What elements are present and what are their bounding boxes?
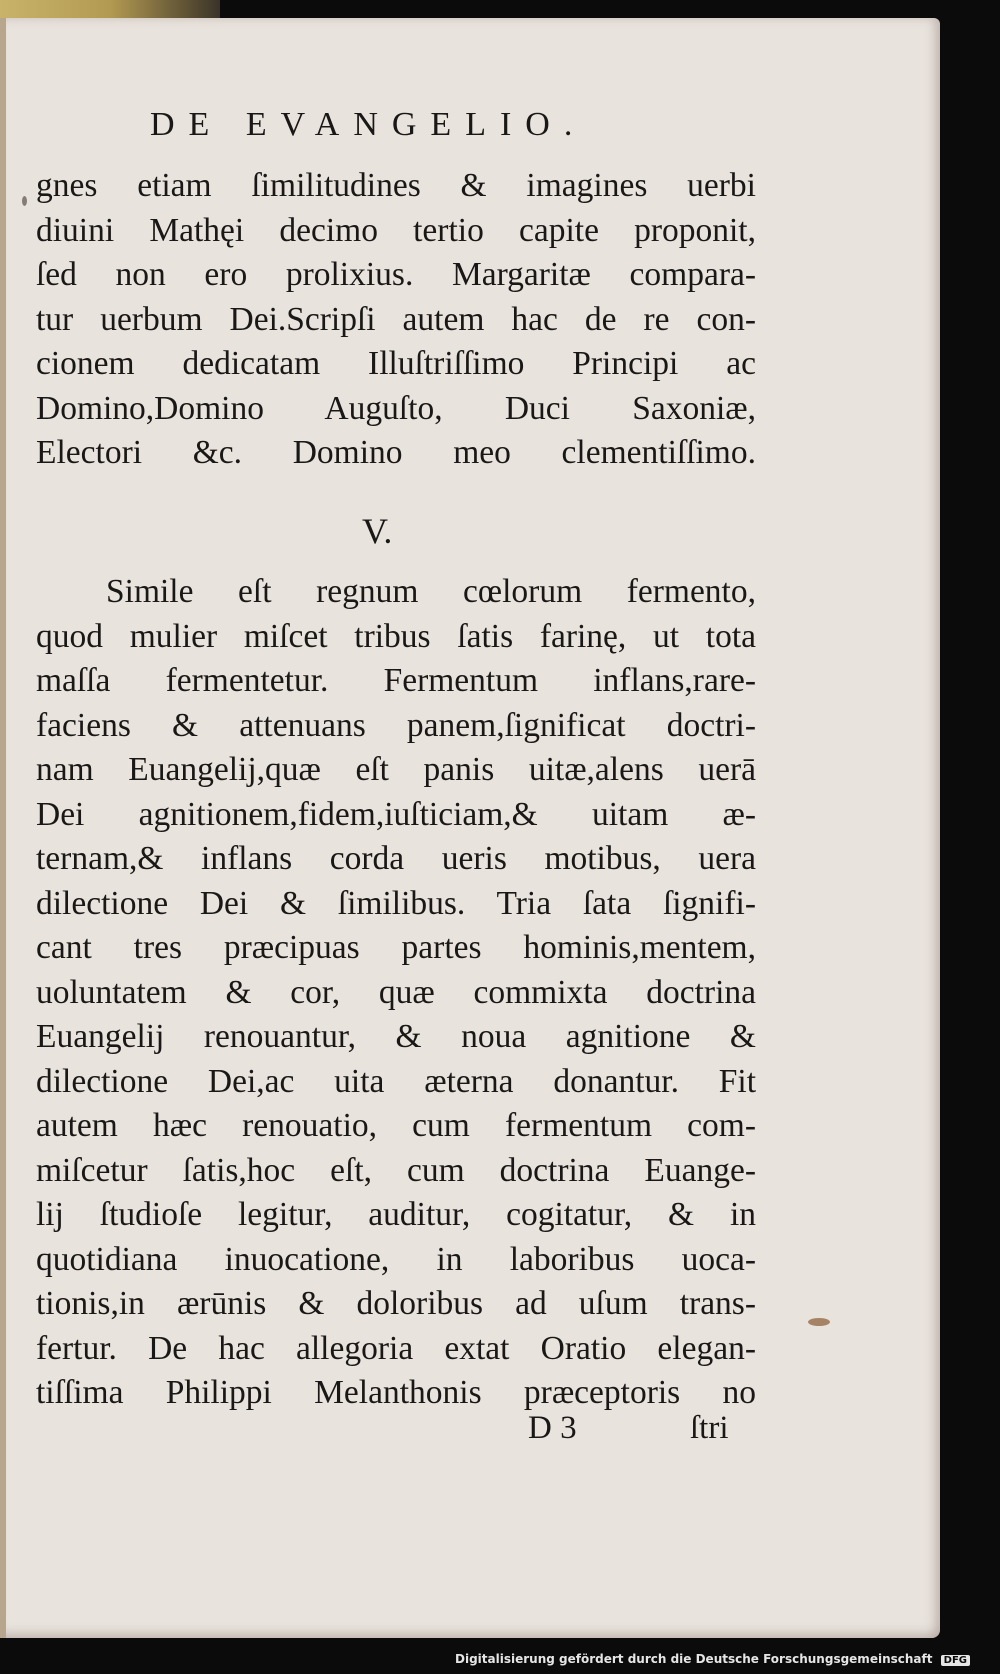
- text-line: quod mulier miſcet tribus ſatis farinę, ut tota: [36, 617, 756, 655]
- text-line: cionem dedicatam Illuſtriſſimo Principi ac: [36, 345, 756, 382]
- paragraph-section-v: [36, 570, 756, 1416]
- text-line: diuini Mathęi decimo tertio capite proponit,: [36, 211, 756, 249]
- text-line: quotidiana inuocatione, in laboribus uoca-: [36, 1240, 756, 1278]
- dfg-logo: DFG: [941, 1655, 970, 1666]
- text-line: dilectione Dei & ſimilibus. Tria ſata ſignifi-: [36, 884, 756, 922]
- paper-stain: [808, 1318, 830, 1326]
- text-line: Euangelij renouantur, & noua agnitione &: [36, 1018, 756, 1055]
- text-line: cant tres præcipuas partes hominis,mentem,: [36, 929, 756, 966]
- text-line: tur uerbum Dei.Scripſi autem hac de re con-: [36, 300, 756, 338]
- text-line: gnes etiam ſimilitudines & imagines uerbi: [36, 167, 756, 204]
- digitization-credit: [455, 1652, 970, 1666]
- text-line: Simile eſt regnum cœlorum fermento,: [106, 573, 756, 610]
- text-line: ſed non ero prolixius. Margaritæ compara-: [36, 256, 756, 293]
- binding-edge: [0, 18, 6, 1638]
- text-line: autem hæc renouatio, cum fermentum com-: [36, 1107, 756, 1144]
- text-line: ternam,& inflans corda ueris motibus, uera: [36, 840, 756, 877]
- text-line: maſſa fermentetur. Fermentum inflans,rare-: [36, 662, 756, 699]
- book-page: [0, 18, 940, 1638]
- text-line: dilectione Dei,ac uita æterna donantur. Fit: [36, 1062, 756, 1100]
- credit-text: Digitalisierung gefördert durch die Deutsche Forschungsgemeinschaft: [455, 1652, 933, 1666]
- paper-stain: [22, 196, 27, 206]
- signature-mark: D 3: [528, 1410, 577, 1446]
- text-line: faciens & attenuans panem,ſignificat doctri-: [36, 706, 756, 744]
- book-spine-edge: [0, 0, 220, 18]
- text-line: lij ſtudioſe legitur, auditur, cogitatur, & in: [36, 1196, 756, 1233]
- text-line: Domino,Domino Auguſto, Duci Saxoniæ,: [36, 389, 756, 427]
- running-head: DE EVANGELIO.: [150, 106, 587, 143]
- text-line: miſcetur ſatis,hoc eſt, cum doctrina Euange-: [36, 1151, 756, 1189]
- paragraph-continuation: [36, 164, 756, 476]
- section-number: V.: [362, 511, 393, 551]
- text-line: fertur. De hac allegoria extat Oratio elegan-: [36, 1329, 756, 1367]
- catchword: ſtri: [690, 1410, 729, 1446]
- text-line: uoluntatem & cor, quæ commixta doctrina: [36, 973, 756, 1011]
- text-line: nam Euangelij,quæ eſt panis uitæ,alens uerā: [36, 751, 756, 788]
- text-line: tiſſima Philippi Melanthonis præceptoris no: [36, 1374, 756, 1411]
- text-line: Electori &c. Domino meo clementiſſimo.: [36, 434, 756, 471]
- text-line: Dei agnitionem,fidem,iuſticiam,& uitam æ-: [36, 795, 756, 833]
- text-line: tionis,in ærūnis & doloribus ad uſum trans-: [36, 1285, 756, 1322]
